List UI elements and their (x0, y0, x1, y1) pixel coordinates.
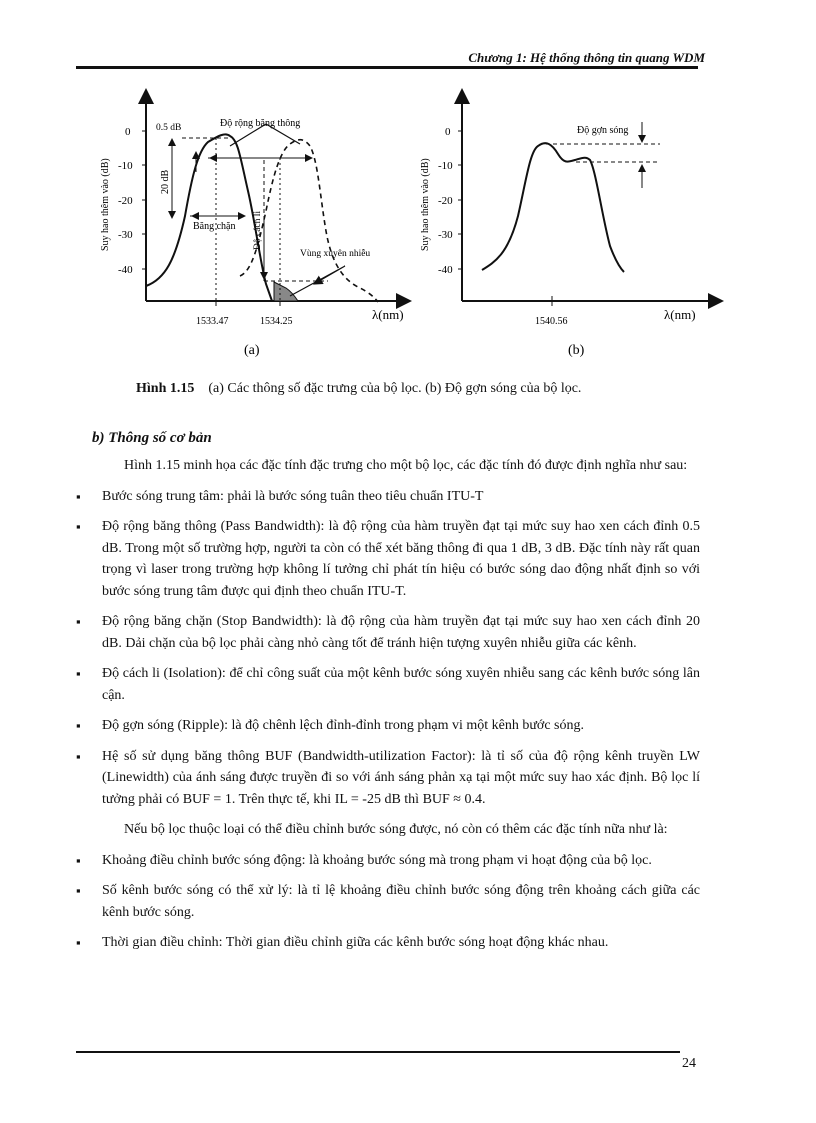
crosstalk-region (274, 282, 298, 301)
body-text (88, 455, 700, 954)
panel-b (420, 90, 722, 358)
panel-b-label: (b) (568, 343, 585, 358)
list-item: ▪ Độ gợn sóng (Ripple): là độ chênh lệch đỉnh-đỉnh trong phạm vi một kênh bước sóng. (88, 715, 700, 737)
panel-a-ytick: -40 (118, 264, 133, 276)
panel-a-label: (a) (244, 343, 260, 358)
panel-a-xtick: 1533.47 (196, 316, 229, 327)
running-header: Chương 1: Hệ thống thông tin quang WDM (468, 50, 705, 65)
caption-label: Hình 1.15 (136, 381, 195, 396)
panel-a-xtick: 1534.25 (260, 316, 293, 327)
page-number: 24 (682, 1056, 696, 1071)
list-item: ▪ Khoảng điều chỉnh bước sóng động: là khoảng bước sóng mà trong phạm vi hoạt động của bộ lọc. (88, 850, 700, 872)
panel-a-ylabel: Suy hao thêm vào (dB) (100, 158, 111, 251)
figure-1-15 (90, 76, 730, 366)
ann-pass-bandwidth: Độ rộng băng thông (220, 118, 301, 129)
list-item: ▪ Số kênh bước sóng có thể xử lý: là tỉ lệ khoảng điều chỉnh bước sóng động trên khoảng cách giữa các kênh bước sóng. (88, 880, 700, 923)
panel-a (100, 90, 410, 358)
footer-rule (76, 1051, 680, 1053)
panel-b-ytick: -40 (438, 264, 453, 276)
panel-b-xtick: 1540.56 (535, 316, 568, 327)
ann-crosstalk: Vùng xuyên nhiễu (300, 249, 371, 259)
intro-paragraph: Hình 1.15 minh họa các đặc tính đặc trưng cho một bộ lọc, các đặc tính đó được định nghĩa như sau: (124, 458, 688, 473)
list-item: ▪ Độ rộng băng chặn (Stop Bandwidth): là độ rộng của hàm truyền đạt tại mức suy hao xen cách đỉnh 20 dB. Dải chặn của bộ lọc phải càng nhỏ càng tốt để tránh hiện tượng xuyên nhiễu giữa các kênh. (88, 611, 700, 654)
panel-a-xlabel: λ(nm) (372, 307, 404, 322)
ann-20db: 20 dB (160, 169, 171, 194)
list-item: ▪ Thời gian điều chỉnh: Thời gian điều chỉnh giữa các kênh bước sóng hoạt động khác nhau. (88, 932, 700, 954)
figure-caption (136, 381, 581, 397)
panel-a-ytick: -30 (118, 229, 133, 241)
panel-a-ytick: -10 (118, 160, 133, 172)
list-item: ▪ Bước sóng trung tâm: phải là bước sóng tuân theo tiêu chuẩn ITU-T (88, 486, 700, 508)
ann-stop-band: Băng chặn (193, 221, 236, 232)
panel-b-ytick: -30 (438, 229, 453, 241)
ann-ripple: Độ gợn sóng (577, 125, 629, 136)
panel-a-ytick: 0 (125, 126, 131, 138)
list-item: ▪ Hệ số sử dụng băng thông BUF (Bandwidth-utilization Factor): là tỉ số của độ rộng kênh truyền LW (Linewidth) của ánh sáng được truyền đi so với ánh sáng phản xạ tại một mức suy hao xác định. Bộ lọc lí tưởng phải có BUF = 1. Trên thực tế, khi IL = -25 dB thì BUF ≈ 0.4. (88, 746, 700, 811)
list-item: ▪ Độ cách li (Isolation): để chỉ công suất của một kênh bước sóng xuyên nhiễu sang các kênh bước sóng lân cận. (88, 663, 700, 706)
tunable-intro-paragraph: Nếu bộ lọc thuộc loại có thể điều chỉnh bước sóng được, nó còn có thêm các đặc tính nữa như là: (124, 822, 668, 837)
panel-b-xlabel: λ(nm) (664, 307, 696, 322)
panel-b-ytick: 0 (445, 126, 451, 138)
list-item: ▪ Độ rộng băng thông (Pass Bandwidth): là độ rộng của hàm truyền đạt tại mức suy hao xen cách đỉnh 0.5 dB. Trong một số trường hợp, người ta còn có thể xét băng thông đi qua 1 dB, 3 dB. Đặc tính này rất quan trọng vì laser trong trường hợp không lí tưởng chỉ phát tín hiệu có bước sóng dao động nhất định so với bước sóng trung tâm được qui định theo chuẩn ITU-T. (88, 516, 700, 602)
panel-a-ytick: -20 (118, 195, 133, 207)
ann-05db: 0.5 dB (156, 123, 182, 133)
caption-text: (a) Các thông số đặc trưng của bộ lọc. (b) Độ gợn sóng của bộ lọc. (208, 381, 582, 396)
panel-b-ylabel: Suy hao thêm vào (dB) (420, 158, 431, 251)
ripple-response-curve (482, 143, 624, 272)
panel-b-ytick: -20 (438, 195, 453, 207)
panel-b-ytick: -10 (438, 160, 453, 172)
header-rule (76, 66, 698, 69)
ann-isolation: Độ cách li (253, 210, 263, 250)
section-title: b) Thông số cơ bản (92, 430, 212, 446)
